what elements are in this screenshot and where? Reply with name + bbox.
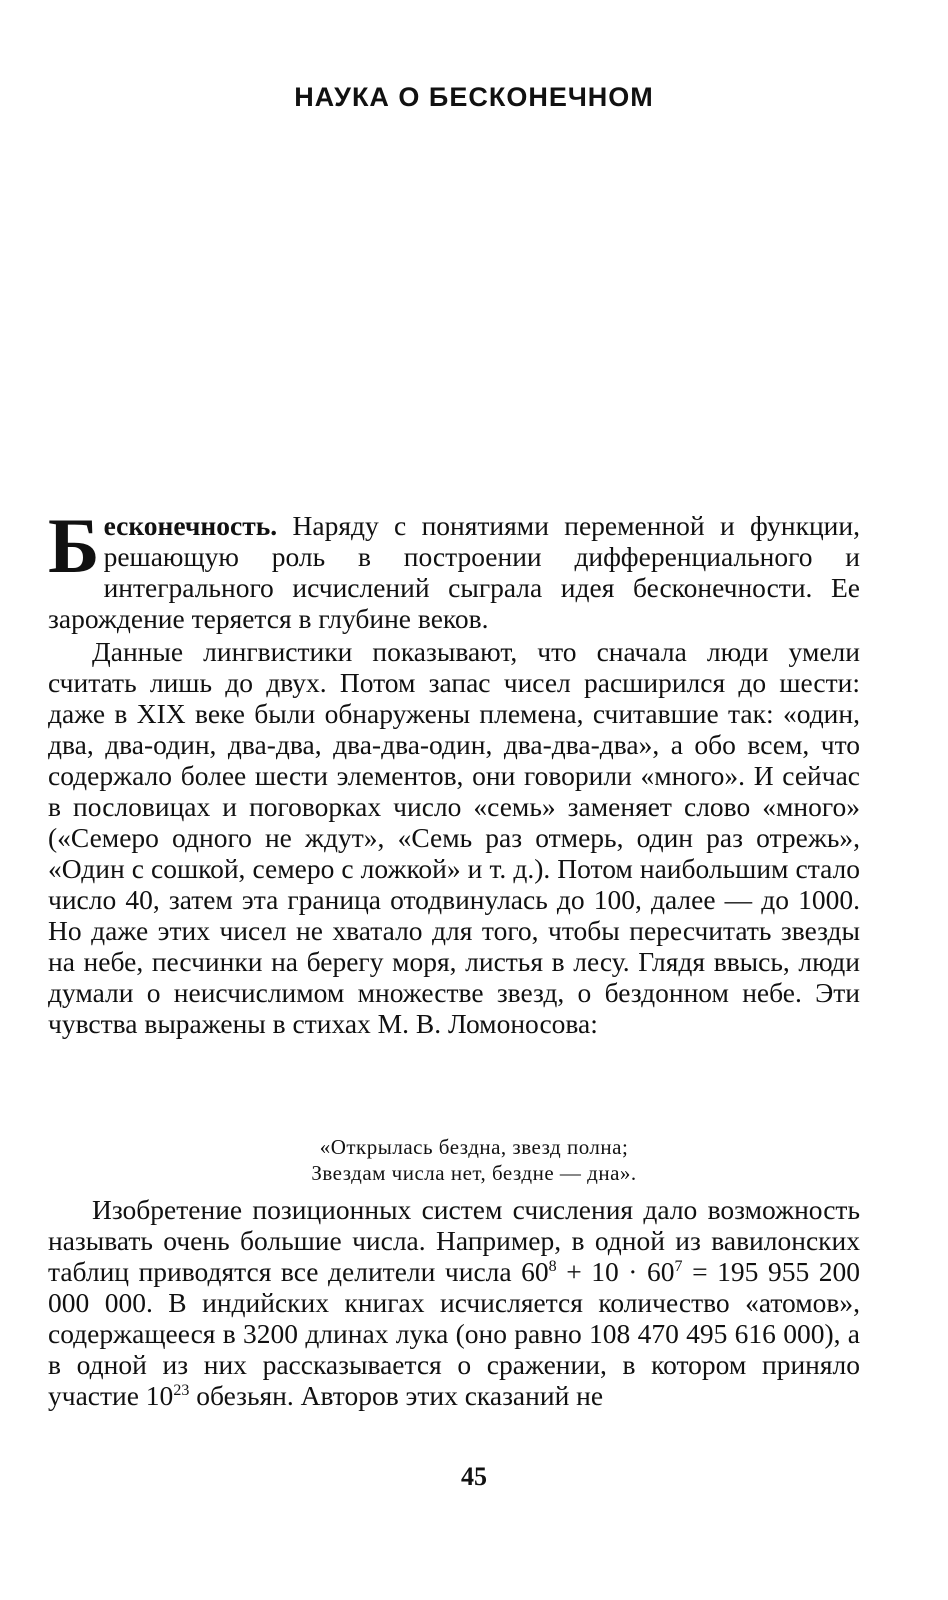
paragraph-3-part-2: + 10 · 60 (556, 1256, 675, 1287)
exponent-2: 7 (674, 1257, 683, 1275)
paragraph-1 (48, 502, 860, 634)
paragraph-3-part-4: обезьян. Авторов этих сказаний не (189, 1380, 604, 1411)
exponent-3: 23 (173, 1381, 190, 1399)
exponent-1: 8 (548, 1257, 557, 1275)
page-number: 45 (461, 1462, 487, 1491)
paragraph-1-text: Наряду с понятиями переменной и функции, решающую роль в построении дифференциального и интегрального исчислений сыграла идея бесконечности. Ее зарождение теряется в глубине веков. (48, 510, 860, 634)
chapter-title: НАУКА О БЕСКОНЕЧНОМ (294, 82, 654, 112)
paragraph-3-part-1: Изобретение позиционных систем счисления дало возможность называть очень большие числа. Например, в одной из вавилонских таблиц приводятся все делители числа 60 (48, 1194, 860, 1287)
drop-cap: Б (48, 502, 100, 589)
lead-word: есконечность. (103, 510, 278, 541)
paragraph-2: Данные лингвистики показывают, что сначала люди умели считать лишь до двух. Потом запас чисел расширился до шести: даже в XIX веке были обнаружены племена, считавшие так: «один, два, два-один, два-два, два-два-один, два-два-два», а обо всем, что содержало более шести элементов, они говорили «много». И сейчас в пословицах и поговорках число «семь» заменяет слово «много» («Семеро одного не ждут», «Семь раз отмерь, один раз отрежь», «Один с сошкой, семеро с ложкой» и т. д.). Потом наибольшим стало число 40, затем эта граница отодвинулась до 100, далее — до 1000. Но даже этих чисел не хватало для того, чтобы пересчитать звезды на небе, песчинки на берегу моря, листья в лесу. Глядя ввысь, люди думали о неисчислимом множестве звезд, о бездонном небе. Эти чувства выражены в стихах М. В. Ломоносова: (48, 636, 860, 1039)
verse-line-1: «Открылась бездна, звезд полна; (319, 1135, 629, 1159)
verse-quote (0, 1134, 948, 1186)
verse-line-2: Звездам числа нет, бездне — дна». (311, 1161, 637, 1185)
paragraph-3-part-3: = 195 955 200 000 000. В индийских книгах исчисляется количество «атомов», содержащееся в 3200 длинах лука (оно равно 108 470 495 616 000), а в одной из них рассказывается о сражении, в котором приняло участие 10 (48, 1256, 861, 1411)
paragraph-3 (48, 1194, 860, 1411)
